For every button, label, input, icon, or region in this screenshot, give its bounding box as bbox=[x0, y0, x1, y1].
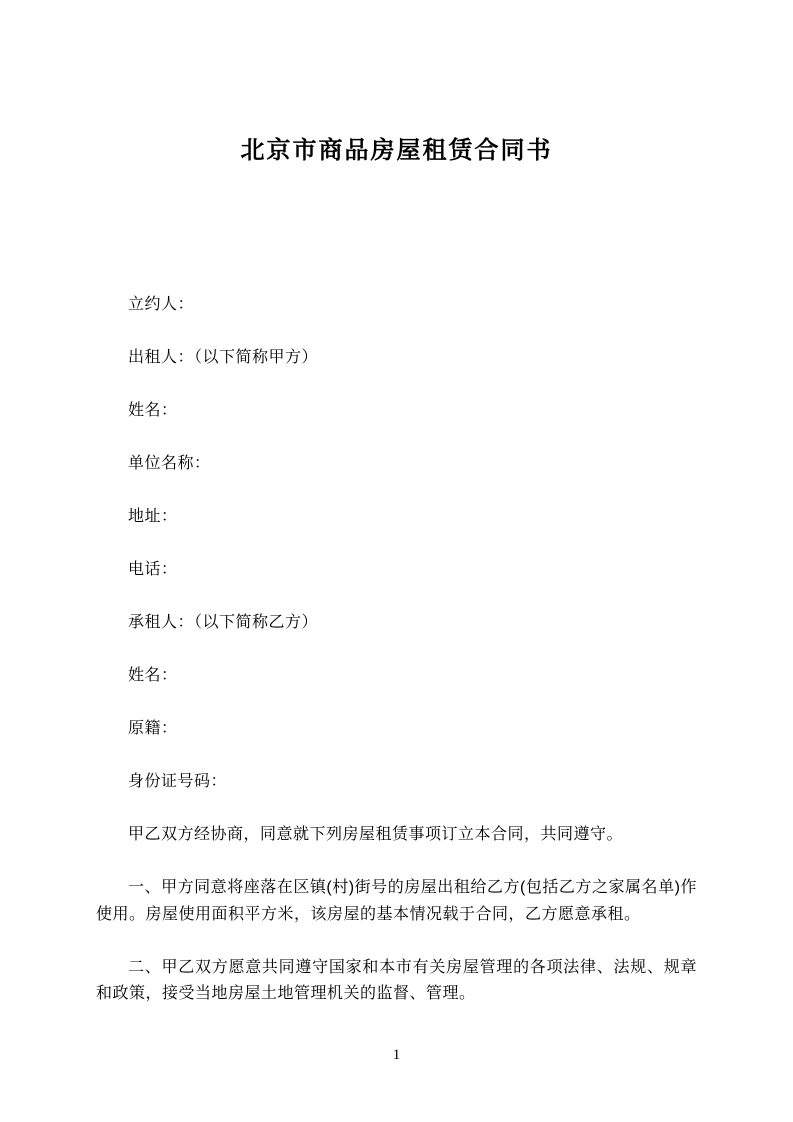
field-unit-name: 单位名称： bbox=[128, 455, 211, 472]
paragraph-clause-2: 二、甲乙双方愿意共同遵守国家和本市有关房屋管理的各项法律、法规、规章和政策，接受当地房屋土地管理机关的监督、管理。 bbox=[96, 958, 697, 1002]
field-phone: 电话： bbox=[128, 561, 178, 578]
page-number: 1 bbox=[392, 1047, 401, 1063]
document-title: 北京市商品房屋租赁合同书 bbox=[240, 137, 553, 164]
field-native-place: 原籍： bbox=[128, 720, 178, 737]
field-lessor-name: 姓名： bbox=[128, 402, 178, 419]
paragraph-intro: 甲乙双方经协商，同意就下列房屋租赁事项订立本合同，共同遵守。 bbox=[128, 826, 624, 843]
document-content bbox=[0, 134, 793, 1008]
field-lessee: 承租人：（以下简称乙方） bbox=[128, 614, 319, 631]
paragraph-clause-1: 一、甲方同意将座落在区镇(村)街号的房屋出租给乙方(包括乙方之家属名单)作使用。房屋使用面积平方米，该房屋的基本情况载于合同，乙方愿意承租。 bbox=[96, 879, 697, 923]
field-address: 地址： bbox=[128, 508, 178, 525]
field-lessor: 出租人：（以下简称甲方） bbox=[128, 349, 319, 366]
field-contracting-party: 立约人： bbox=[128, 296, 195, 313]
document-body bbox=[96, 292, 697, 1008]
field-id-number: 身份证号码： bbox=[128, 773, 228, 790]
field-lessee-name: 姓名： bbox=[128, 667, 178, 684]
